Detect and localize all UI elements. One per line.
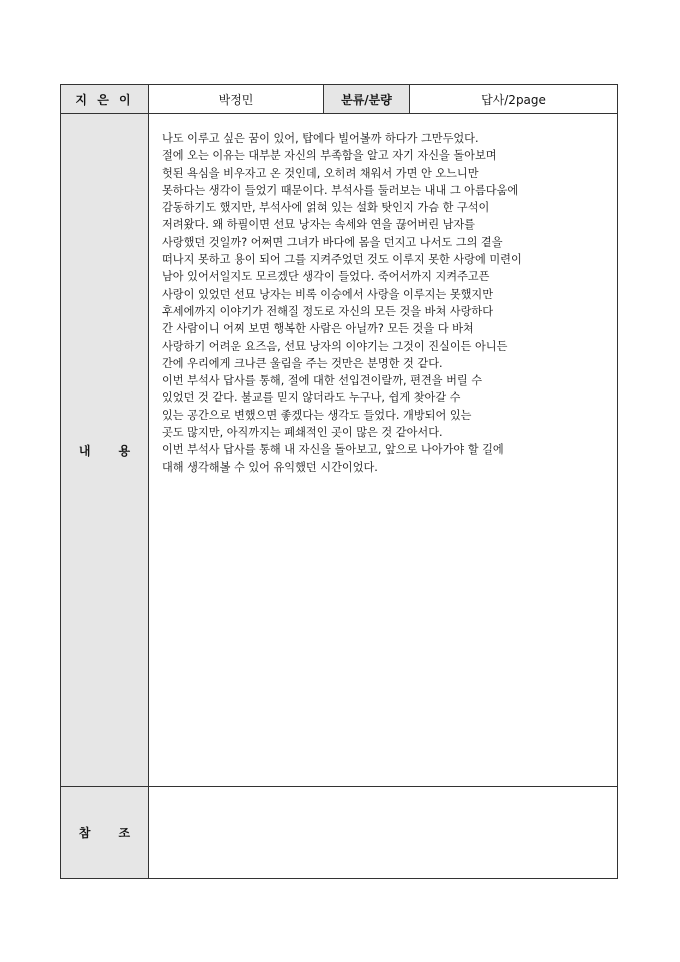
content-line: 사랑했던 것일까? 어쩌면 그녀가 바다에 몸을 던지고 나서도 그의 곁을 [162, 235, 503, 249]
content-line: 이번 부석사 답사를 통해 내 자신을 돌아보고, 앞으로 나아가야 할 길에 [162, 443, 504, 457]
report-form-table [60, 84, 618, 879]
content-text [162, 130, 609, 476]
content-line: 사랑이 있었던 선묘 낭자는 비록 이승에서 사랑을 이루지는 못했지만 [162, 287, 494, 301]
content-line: 이번 부석사 답사를 통해, 절에 대한 선입견이랄까, 편견을 버릴 수 [162, 374, 483, 388]
reference-label-char-1: 참 [78, 826, 91, 840]
content-line: 떠나지 못하고 용이 되어 그를 지켜주었던 것도 이루지 못한 사랑에 미련이 [162, 253, 522, 267]
content-body [149, 114, 618, 787]
content-line: 간 사람이니 어찌 보면 행복한 사람은 아닐까? 모든 것을 다 바쳐 [162, 322, 474, 336]
content-line: 후세에까지 이야기가 전해질 정도로 자신의 모든 것을 바쳐 사랑하다 [162, 304, 494, 318]
reference-label [61, 787, 149, 879]
content-line: 헛된 욕심을 비우자고 온 것인데, 오히려 채워서 가면 안 오느니만 [162, 166, 479, 180]
content-line: 곳도 많지만, 아직까지는 폐쇄적인 곳이 많은 것 같아서다. [162, 426, 443, 440]
content-line: 못하다는 생각이 들었기 때문이다. 부석사를 둘러보는 내내 그 아름다움에 [162, 183, 519, 197]
reference-label-char-2: 조 [118, 826, 131, 840]
content-line: 나도 이루고 싶은 꿈이 있어, 탑에다 빌어볼까 하다가 그만두었다. [162, 132, 479, 145]
content-line: 남아 있어서일지도 모르겠단 생각이 들었다. 죽어서까지 지켜주고픈 [162, 270, 490, 284]
content-line: 있는 공간으로 변했으면 좋겠다는 생각도 들었다. 개방되어 있는 [162, 408, 472, 422]
content-line: 간에 우리에게 크나큰 울림을 주는 것만은 분명한 것 같다. [162, 356, 443, 370]
reference-row [61, 787, 618, 879]
author-label: 지 은 이 [61, 85, 149, 114]
content-line: 저려왔다. 왜 하필이면 선묘 낭자는 속세와 연을 끊어버린 남자를 [162, 218, 475, 232]
content-label [61, 114, 149, 787]
category-label: 분류/분량 [324, 85, 410, 114]
author-value: 박정민 [149, 85, 324, 114]
content-label-char-2: 용 [118, 443, 131, 458]
content-row [61, 114, 618, 787]
content-line: 대해 생각해볼 수 있어 유익했던 시간이었다. [162, 460, 378, 474]
header-row [61, 85, 618, 114]
content-line: 감동하기도 했지만, 부석사에 얽혀 있는 설화 탓인지 가슴 한 구석이 [162, 201, 490, 215]
content-line: 사랑하기 어려운 요즈음, 선묘 낭자의 이야기는 그것이 진실이든 아니든 [162, 339, 508, 353]
content-line: 있었던 것 같다. 불교를 믿지 않더라도 누구나, 쉽게 찾아갈 수 [162, 391, 461, 405]
category-value: 답사/2page [410, 85, 618, 114]
reference-body [149, 787, 618, 879]
content-line: 절에 오는 이유는 대부분 자신의 부족함을 알고 자기 자신을 돌아보며 [162, 149, 497, 163]
content-label-char-1: 내 [78, 443, 91, 458]
